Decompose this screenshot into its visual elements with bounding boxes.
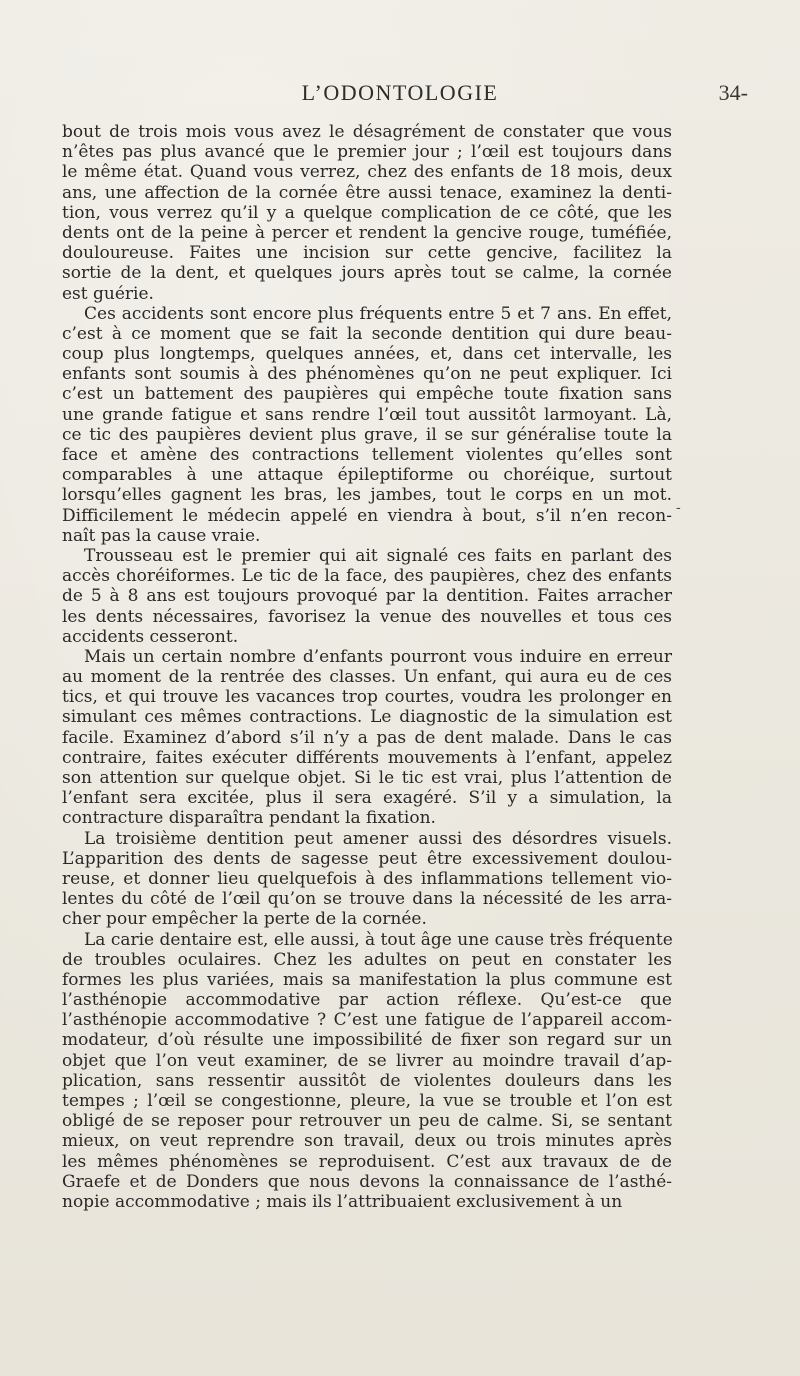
text-line: objet que l’on veut examiner, de se livrer au moindre travail d’ap- [62,1050,672,1071]
text-line: de 5 à 8 ans est toujours provoqué par la dentition. Faites arracher [62,586,672,607]
text-line: ce tic des paupières devient plus grave, il se sur généralise toute la [62,424,672,445]
text-line: accidents cesseront. [62,626,239,647]
body-text [62,122,672,1212]
text-line: le même état. Quand vous verrez, chez des enfants de 18 mois, deux [62,162,672,183]
text-line: bout de trois mois vous avez le désagrément de constater que vous [62,122,672,142]
text-line: enfants sont soumis à des phénomènes qu’on ne peut expliquer. Ici [62,364,672,385]
text-line: les dents nécessaires, favorisez la venue des nouvelles et tous ces [62,606,672,627]
text-line: Ces accidents sont encore plus fréquents entre 5 et 7 ans. En effet, [84,303,672,324]
text-line: Mais un certain nombre d’enfants pourront vous induire en erreur [84,646,672,667]
text-line: La carie dentaire est, elle aussi, à tout âge une cause très fréquente [84,929,673,950]
text-line: Trousseau est le premier qui ait signalé ces faits en parlant des [84,545,672,566]
text-line: face et amène des contractions tellement violentes qu’elles sont [62,445,672,465]
text-line: de troubles oculaires. Chez les adultes on peut en constater les [62,949,672,970]
page-header [0,80,800,110]
text-line: obligé de se reposer pour retrouver un peu de calme. Si, se sentant [62,1111,672,1132]
text-line: l’asthénopie accommodative par action réflexe. Qu’est-ce que [62,990,672,1011]
text-line: accès choréiformes. Le tic de la face, des paupières, chez des enfants [62,566,672,587]
text-line: modateur, d’où résulte une impossibilité de fixer son regard sur un [62,1030,672,1051]
text-line: contraire, faites exécuter différents mouvements à l’enfant, appelez [62,747,672,768]
text-line: comparables à une attaque épileptiforme ou choréique, surtout [62,465,672,486]
text-line: contracture disparaîtra pendant la fixation. [62,808,436,829]
text-line: plication, sans ressentir aussitôt de violentes douleurs dans les [62,1070,672,1091]
paragraph [62,122,672,304]
text-line: Difficilement le médecin appelé en viendra à bout, s’il n’en recon- [62,505,672,526]
text-line: sortie de la dent, et quelques jours après tout se calme, la cornée [62,263,672,284]
text-line: ans, une affection de la cornée être aussi tenace, examinez la denti- [62,182,672,203]
text-line: tics, et qui trouve les vacances trop courtes, voudra les prolonger en [62,687,672,708]
text-line: tion, vous verrez qu’il y a quelque complication de ce côté, que les [62,202,672,223]
text-line: lorsqu’elles gagnent les bras, les jambes, tout le corps en un mot. [62,485,672,506]
text-line: tempes ; l’œil se congestionne, pleure, la vue se trouble et l’on est [62,1091,672,1111]
text-line: formes les plus variées, mais sa manifestation la plus commune est [62,969,672,990]
text-line: les mêmes phénomènes se reproduisent. C’est aux travaux de de [62,1151,672,1172]
text-line: cher pour empêcher la perte de la cornée. [62,909,427,930]
text-line: l’asthénopie accommodative ? C’est une fatigue de l’appareil accom- [62,1010,672,1031]
text-line: coup plus longtemps, quelques années, et, dans cet intervalle, les [62,344,672,365]
text-line: une grande fatigue et sans rendre l’œil tout aussitôt larmoyant. Là, [62,404,672,425]
text-line: est guérie. [62,283,154,304]
text-line: c’est à ce moment que se fait la seconde dentition qui dure beau- [62,323,672,344]
margin-mark: - [676,500,681,516]
paragraph [62,647,672,829]
text-line: reuse, et donner lieu quelquefois à des inflammations tellement vio- [62,868,672,889]
text-line: nopie accommodative ; mais ils l’attribuaient exclusivement à un [62,1191,623,1212]
paragraph [62,546,672,647]
text-line: au moment de la rentrée des classes. Un enfant, qui aura eu de ces [62,667,672,688]
paragraph [62,930,672,1213]
text-line: son attention sur quelque objet. Si le tic est vrai, plus l’attention de [62,768,672,788]
text-line: naît pas la cause vraie. [62,525,261,546]
paragraph [62,304,672,546]
text-line: l’enfant sera excitée, plus il sera exagéré. S’il y a simulation, la [62,788,672,809]
text-line: n’êtes pas plus avancé que le premier jour ; l’œil est toujours dans [62,142,672,163]
text-line: simulant ces mêmes contractions. Le diagnostic de la simulation est [62,707,672,728]
text-line: facile. Examinez d’abord s’il n’y a pas de dent malade. Dans le cas [62,727,672,748]
paragraph [62,829,672,930]
text-line: lentes du côté de l’œil qu’on se trouve dans la nécessité de les arra- [62,889,672,910]
page-number: 34- [718,80,748,105]
text-line: mieux, on veut reprendre son travail, deux ou trois minutes après [62,1131,672,1152]
running-title: L’ODONTOLOGIE [301,80,499,105]
text-line: Graefe et de Donders que nous devons la connaissance de l’asthé- [62,1171,672,1192]
text-line: La troisième dentition peut amener aussi des désordres visuels. [84,828,672,849]
text-line: dents ont de la peine à percer et rendent la gencive rouge, tuméfiée, [62,222,672,243]
text-line: c’est un battement des paupières qui empêche toute fixation sans [62,384,672,405]
text-line: L’apparition des dents de sagesse peut être excessivement doulou- [62,848,672,869]
text-line: douloureuse. Faites une incision sur cette gencive, facilitez la [62,243,672,264]
